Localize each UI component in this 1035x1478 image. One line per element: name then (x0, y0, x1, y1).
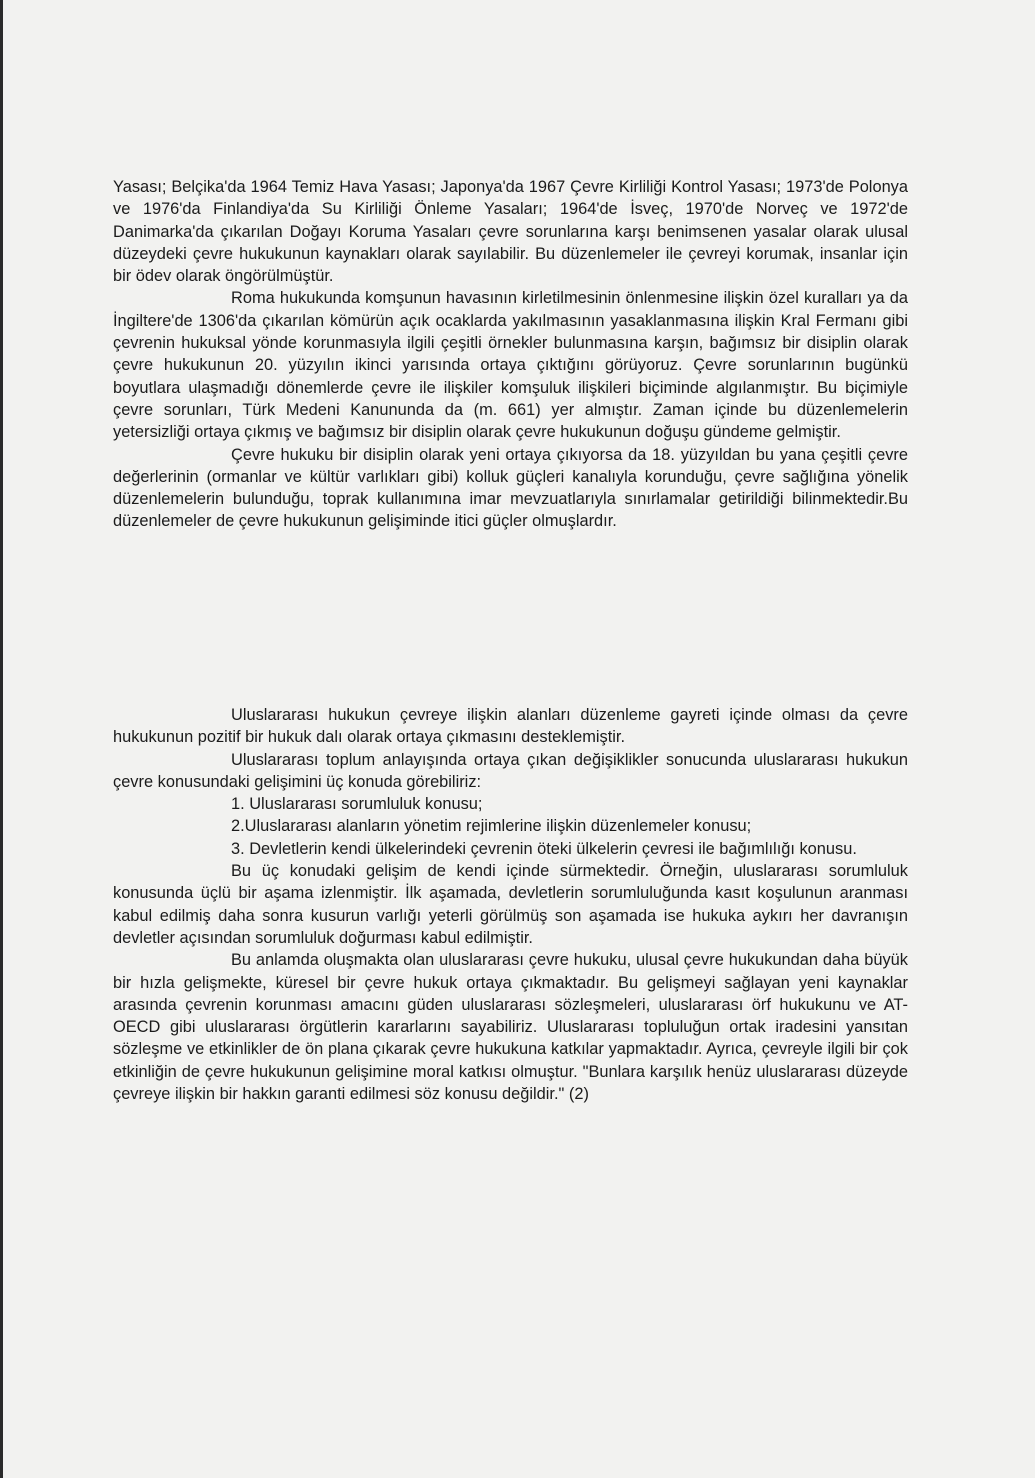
paragraph: Uluslararası hukukun çevreye ilişkin alanları düzenleme gayreti içinde olması da çevre hukukunun pozitif bir hukuk dalı olarak ortaya çıkmasını desteklemiştir. (113, 706, 908, 747)
list-item: 1. Uluslararası sorumluluk konusu; (231, 795, 483, 814)
paragraph: Bu anlamda oluşmakta olan uluslararası çevre hukuku, ulusal çevre hukukundan daha büyük bir hızla gelişmekte, küresel bir çevre hukuk ortaya çıkmaktadır. Bu gelişmeyi sağlayan yeni kaynaklar arasında çevrenin korunması amacını güden uluslararası sözleşmeleri, uluslararası örf hukukunu ve AT-OECD gibi uluslararası örgütlerin kararlarını sayabiliriz. Uluslararası topluluğun ortak iradesini yansıtan sözleşme ve etkinlikler de ön plana çıkarak çevre hukukuna katkılar yapmaktadır. Ayrıca, çevreyle ilgili bir çok etkinliğin de çevre hukukunun gelişimine moral katkısı olmuştur. "Bunlara karşılık henüz uluslararası düzeyde çevreye ilişkin bir hakkın garanti edilmesi söz konusu değildir." (2) (113, 951, 908, 1104)
text-section-1 (113, 176, 908, 533)
list-item: 2.Uluslararası alanların yönetim rejimlerine ilişkin düzenlemeler konusu; (231, 817, 752, 836)
text-section-2 (113, 704, 908, 1105)
paragraph: Uluslararası toplum anlayışında ortaya çıkan değişiklikler sonucunda uluslararası hukukun çevre konusundaki gelişimini üç konuda görebiliriz: (113, 750, 908, 791)
paragraph: Çevre hukuku bir disiplin olarak yeni ortaya çıkıyorsa da 18. yüzyıldan bu yana çeşitli çevre değerlerinin (ormanlar ve kültür varlıkları gibi) kolluk güçleri kanalıyla korunduğu, çevre sağlığına yönelik düzenlemelerin bulunduğu, toprak kullanımına imar mevzuatlarıyla sınırlamalar getirildiği bilinmektedir.Bu düzenlemeler de çevre hukukunun gelişiminde itici güçler olmuşlardır. (113, 445, 908, 531)
scan-edge (0, 0, 3, 1478)
paragraph: Roma hukukunda komşunun havasının kirletilmesinin önlenmesine ilişkin özel kuralları ya da İngiltere'de 1306'da çıkarılan kömürün açık ocaklarda yakılmasının yasaklanmasına ilişkin Kral Fermanı gibi çevrenin hukuksal yönde korunmasıyla ilgili çeşitli örnekler bulunmasına karşın, bağımsız bir disiplin olarak çevre hukukunun 20. yüzyılın ikinci yarısında ortaya çıktığını görüyoruz. Çevre sorunlarının bugünkü boyutlara ulaşmadığı dönemlerde çevre ile ilişkiler komşuluk ilişkileri biçiminde algılanmıştır. Bu biçimiyle çevre sorunları, Türk Medeni Kanununda da (m. 661) yer almıştır. Zaman içinde bu düzenlemelerin yetersizliği ortaya çıkmış ve bağımsız bir disiplin olarak çevre hukukunun doğuşu gündeme gelmiştir. (113, 289, 908, 442)
paragraph: Bu üç konudaki gelişim de kendi içinde sürmektedir. Örneğin, uluslararası sorumluluk konusunda üçlü bir aşama izlenmiştir. İlk aşamada, devletlerin sorumluluğunda kasıt koşulunun aranması kabul edilmiş daha sonra kusurun varlığı yeterli görülmüş son aşamada ise hukuka aykırı her davranışın devletler açısından sorumluluk doğurması kabul edilmiştir. (113, 862, 908, 947)
paragraph: Yasası; Belçika'da 1964 Temiz Hava Yasası; Japonya'da 1967 Çevre Kirliliği Kontrol Yasası; 1973'de Polonya ve 1976'da Finlandiya'da Su Kirliliği Önleme Yasaları; 1964'de İsveç, 1970'de Norveç ve 1972'de Danimarka'da çıkarılan Doğayı Koruma Yasaları çevre sorunlarına karşı benimsenen yasalar olarak ulusal düzeydeki çevre hukukunun kaynakları olarak sayılabilir. Bu düzenlemeler ile çevreyi korumak, insanlar için bir ödev olarak öngörülmüştür. (113, 178, 908, 286)
list-item: 3. Devletlerin kendi ülkelerindeki çevrenin öteki ülkelerin çevresi ile bağımlılığı konusu. (231, 839, 857, 858)
